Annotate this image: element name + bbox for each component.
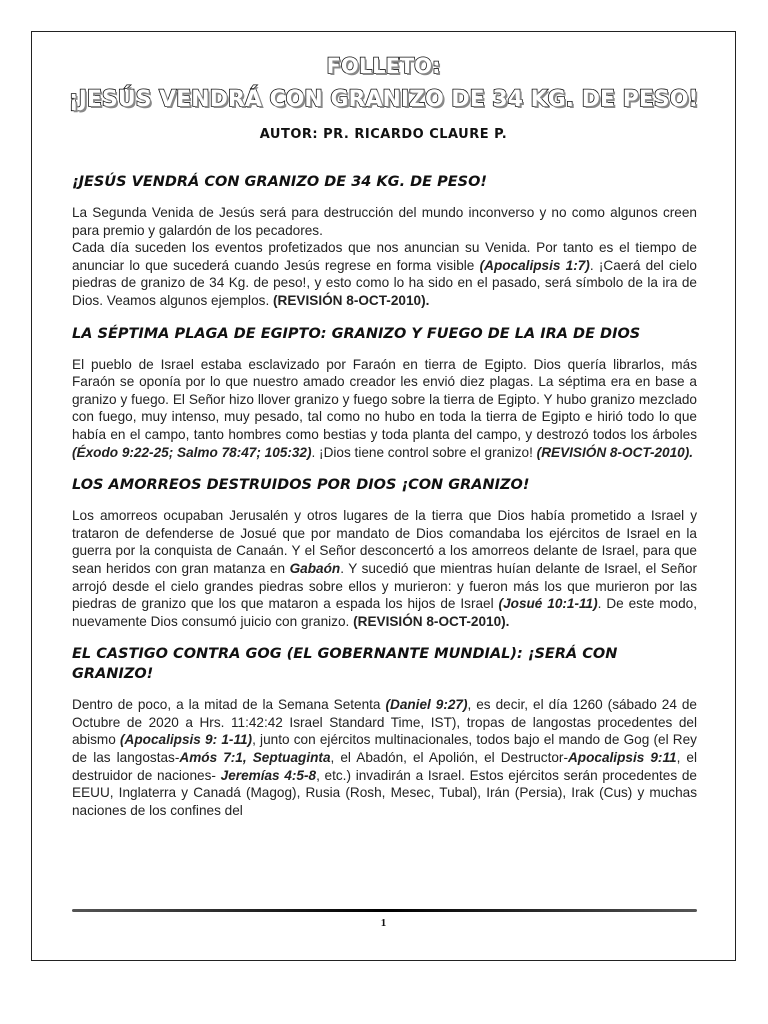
paragraph-text: Cada día suceden los eventos profetizados que nos anuncian su Venida. Por tanto es el tiempo de anunciar lo que sucederá cuando Jesús regrese en forma visible (72, 240, 697, 273)
scripture-reference: (Josué 10:1-11) (498, 596, 598, 612)
section-amorreos (72, 475, 697, 630)
paragraph (72, 204, 697, 310)
paragraph (72, 356, 697, 462)
scripture-reference: (Apocalipsis 1:7) (479, 257, 590, 273)
scripture-reference: Apocalipsis 9:11 (567, 750, 677, 766)
document-title-line-1: FOLLETO: (326, 54, 441, 78)
page-number: 1 (380, 917, 387, 929)
paragraph-text: . ¡Caerá del cielo piedras de granizo de 34 Kg. de peso!, y esto como lo ha sido en el pasado, será símbolo de la ira de Dios. Veamos algunos ejemplos. (72, 257, 697, 308)
scripture-reference: (Apocalipsis 9: 1-11) (120, 732, 253, 748)
scripture-reference: Jeremías 4:5-8 (220, 767, 317, 783)
page-frame (31, 31, 736, 961)
section-heading: ¡JESÚS VENDRÁ CON GRANIZO DE 34 KG. DE PESO! (72, 174, 488, 190)
paragraph-text: El pueblo de Israel estaba esclavizado por Faraón en tierra de Egipto. Dios quería librarlos, más Faraón se oponía por lo que nuestro amado creador les envió diez plagas. La séptima era en base a granizo y fuego. El Señor hizo llover granizo y fuego sobre la tierra de Egipto. Y hubo granizo mezclado con fuego, muy intenso, muy pesado, tal como no hubo en toda la tierra de Egipto e hirió todo lo que había en el campo, tanto hombres como bestias y toda planta del campo, y destrozó todos los árboles (72, 356, 697, 442)
paragraph-text: . Y sucedió que mientras huían delante de Israel, el Señor arrojó desde el cielo grandes piedras sobre ellos y murieron: y fueron más los que murieron por las piedras de granizo que los que mataron a espada los hijos de Israel (72, 560, 698, 612)
revision-note: (REVISIÓN 8-OCT-2010). (353, 613, 510, 629)
paragraph-text: , etc.) invadirán a Israel. Estos ejércitos serán procedentes de EEUU, Inglaterra y Canadá (Magog), Rusia (Rosh, Mesec, Tubal), Irán (Persia), Irak (Cus) y muchas naciones de los confines del (72, 767, 697, 818)
scripture-reference: (Daniel 9:27) (385, 697, 468, 713)
section-castigo-gog (72, 644, 697, 819)
document-title-line-2: ¡JESÚS VENDRÁ CON GRANIZO DE 34 KG. DE PESO! (68, 87, 699, 112)
section-heading: LOS AMORREOS DESTRUIDOS POR DIOS ¡CON GRANIZO! (72, 477, 530, 494)
footer-divider (72, 909, 697, 912)
section-septima-plaga (72, 324, 697, 462)
paragraph-text: , junto con ejércitos multinacionales, todos bajo el mando de Gog (el Rey de las langostas- (72, 732, 697, 766)
section-heading: LA SÉPTIMA PLAGA DE EGIPTO: GRANIZO Y FUEGO DE LA IRA DE DIOS (72, 325, 641, 342)
paragraph-text: , el destruidor de naciones- (72, 750, 697, 783)
author-line: AUTOR: PR. RICARDO CLAURE P. (259, 127, 508, 142)
section-jesus-granizo (72, 172, 697, 310)
revision-note: (REVISIÓN 8-OCT-2010). (536, 444, 694, 460)
paragraph-text: . ¡Dios tiene control sobre el granizo! (311, 444, 537, 460)
revision-note: (REVISIÓN 8-OCT-2010). (273, 292, 430, 308)
paragraph-text: Dentro de poco, a la mitad de la Semana Setenta (72, 697, 386, 713)
paragraph-text: Los amorreos ocupaban Jerusalén y otros lugares de la tierra que Dios había prometido a Israel y trataron de defenderse de Josué que por mandato de Dios comandaba los ejércitos de Israel en la guerra por la conquista de Canaán. Y el Señor desconcertó a los amorreos delante de Israel, para que sean heridos con gran matanza en (72, 508, 697, 576)
document-body (72, 172, 697, 833)
paragraph (72, 507, 697, 630)
paragraph-text: , es decir, el día 1260 (sábado 24 de Octubre de 2020 a Hrs. 11:42:42 Israel Standard Time, IST), tropas de langostas procedentes del abismo (72, 697, 697, 748)
paragraph (72, 696, 697, 819)
place-name: Gabaón (289, 560, 341, 576)
scripture-reference: Amós 7:1, Septuaginta (179, 750, 331, 766)
scripture-reference: (Éxodo 9:22-25; Salmo 78:47; 105:32) (72, 444, 312, 460)
section-heading: EL CASTIGO CONTRA GOG (EL GOBERNANTE MUNDIAL): ¡SERÁ CON GRANIZO! (72, 646, 618, 683)
paragraph-text: , el Abadón, el Apolión, el Destructor- (330, 750, 568, 766)
paragraph-text: La Segunda Venida de Jesús será para destrucción del mundo inconverso y no como algunos creen para premio y galardón de los pecadores. (72, 205, 697, 238)
paragraph-text: . De este modo, nuevamente Dios consumó juicio con granizo. (72, 596, 697, 629)
